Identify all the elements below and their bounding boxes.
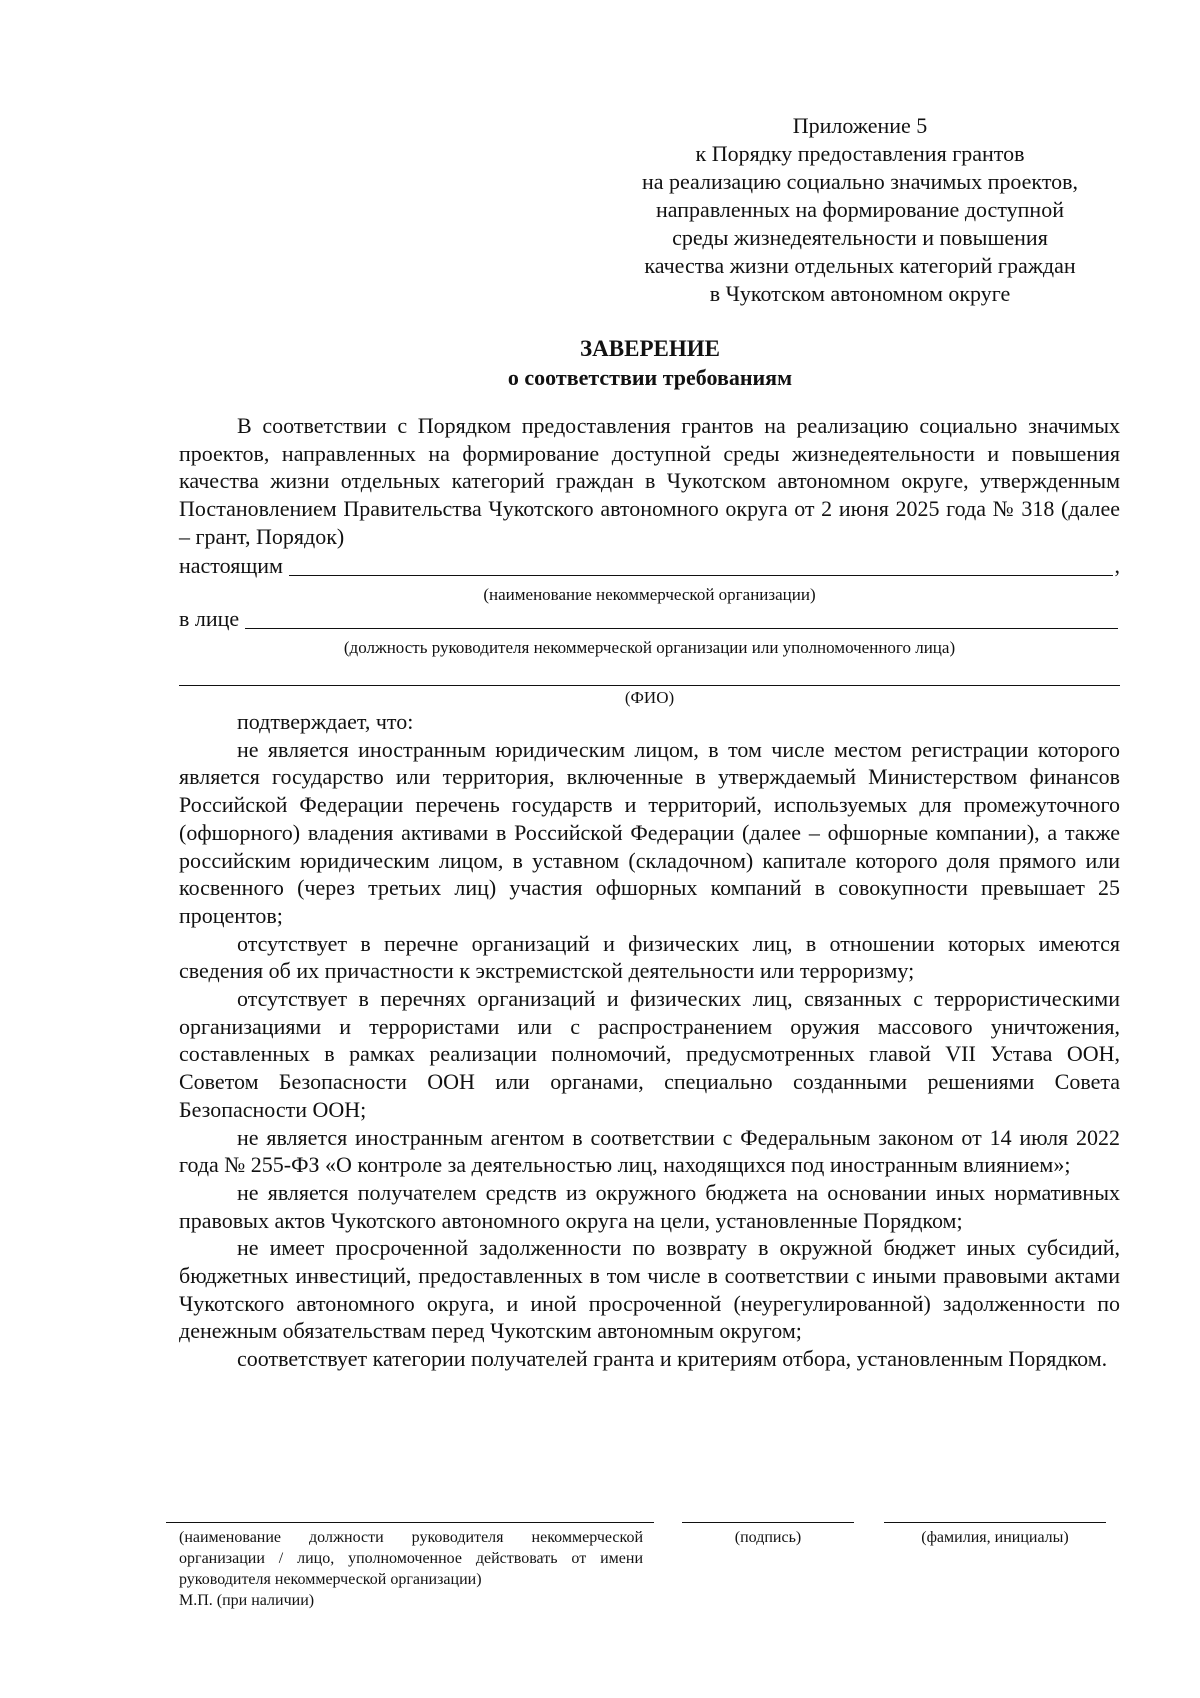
intro-text: В соответствии с Порядком предоставления грантов на реализацию социально значимых проектов, направленных на формирование доступной среды жизнедеятельности и повышения качества жизни отдельных категорий граждан в Чукотском автономном округе, утвержденным Постановлением Правительства Чукотского автономного округа от 2 июня 2025 года № 318 (далее – грант, Порядок) [179,413,1120,549]
intro-paragraph [179,412,1120,551]
appendix-header [600,112,1120,308]
signatory-name-field[interactable] [884,1522,1106,1523]
appendix-line: в Чукотском автономном округе [709,281,1011,306]
signature-caption: (подпись) [734,1529,802,1546]
full-name-caption: (ФИО) [624,688,675,707]
organization-row [179,552,1120,580]
appendix-line: качества жизни отдельных категорий граждан [644,253,1076,278]
stamp-note: М.П. (при наличии) [179,1592,315,1609]
list-item: отсутствует в перечне организаций и физических лиц, в отношении которых имеются сведения об их причастности к экстремистской деятельности или терроризму; [179,930,1120,984]
representative-position-field[interactable] [245,606,1118,629]
representative-lead: в лице [179,606,240,631]
organization-caption: (наименование некоммерческой организации) [483,585,816,604]
representative-row [179,605,1120,633]
appendix-line: направленных на формирование доступной [656,197,1064,222]
appendix-line: на реализацию социально значимых проектов, [641,169,1079,194]
confirms-lead: подтверждает, что: [237,709,414,734]
organization-trail: , [1114,553,1120,578]
organization-lead: настоящим [179,553,283,578]
signatory-position-caption: (наименование должности руководителя некоммерческой организации / лицо, уполномоченное действовать от имени руководителя некоммерческой организации) [179,1529,643,1588]
organization-name-field[interactable] [289,553,1113,576]
list-item: не является иностранным юридическим лицом, в том числе местом регистрации которого является государство или территория, включенные в утверждаемый Министерством финансов Российской Федерации перечень государств и территорий, используемых для промежуточного (офшорного) владения активами в Российской Федерации (далее – офшорные компании), а также российским юридическим лицом, в уставном (складочном) капитале которого доля прямого или косвенного (через третьих лиц) участия офшорных компаний в совокупности превышает 25 процентов; [179,736,1120,928]
appendix-line: к Порядку предоставления грантов [695,141,1025,166]
signatory-name-caption: (фамилия, инициалы) [921,1529,1069,1546]
representative-position-caption: (должность руководителя некоммерческой организации или уполномоченного лица) [343,638,956,657]
full-name-field[interactable] [179,665,1120,686]
list-item: не имеет просроченной задолженности по возврату в окружной бюджет иных субсидий, бюджетных инвестиций, предоставленных в том числе в соответствии с иными правовыми актами Чукотского автономного округа, и иной просроченной (неурегулированной) задолженности по денежным обязательствам перед Чукотским автономным округом; [179,1235,1120,1344]
list-item: не является иностранным агентом в соответствии с Федеральным законом от 14 июля 2022 года № 255-ФЗ «О контроле за деятельностью лиц, находящихся под иностранным влиянием»; [179,1124,1120,1178]
list-item: не является получателем средств из окружного бюджета на основании иных нормативных правовых актов Чукотского автономного округа на цели, установленные Порядком; [179,1179,1120,1233]
appendix-line: Приложение 5 [792,113,928,138]
signature-field[interactable] [682,1522,854,1523]
list-item: отсутствует в перечнях организаций и физических лиц, связанных с террористическими организациями и террористами или с распространением оружия массового уничтожения, составленных в рамках реализации полномочий, предусмотренных главой VII Устава ООН, Советом Безопасности ООН или органами, специально созданными решениями Совета Безопасности ООН; [179,986,1120,1122]
document-title: ЗАВЕРЕНИЕ [580,336,720,361]
list-item: соответствует категории получателей гранта и критериям отбора, установленным Порядком. [237,1346,1108,1372]
signatory-position-field[interactable] [166,1522,654,1523]
confirmation-list [179,708,1120,1373]
document-subtitle: о соответствии требованиям [507,365,793,390]
appendix-line: среды жизнедеятельности и повышения [672,225,1048,250]
